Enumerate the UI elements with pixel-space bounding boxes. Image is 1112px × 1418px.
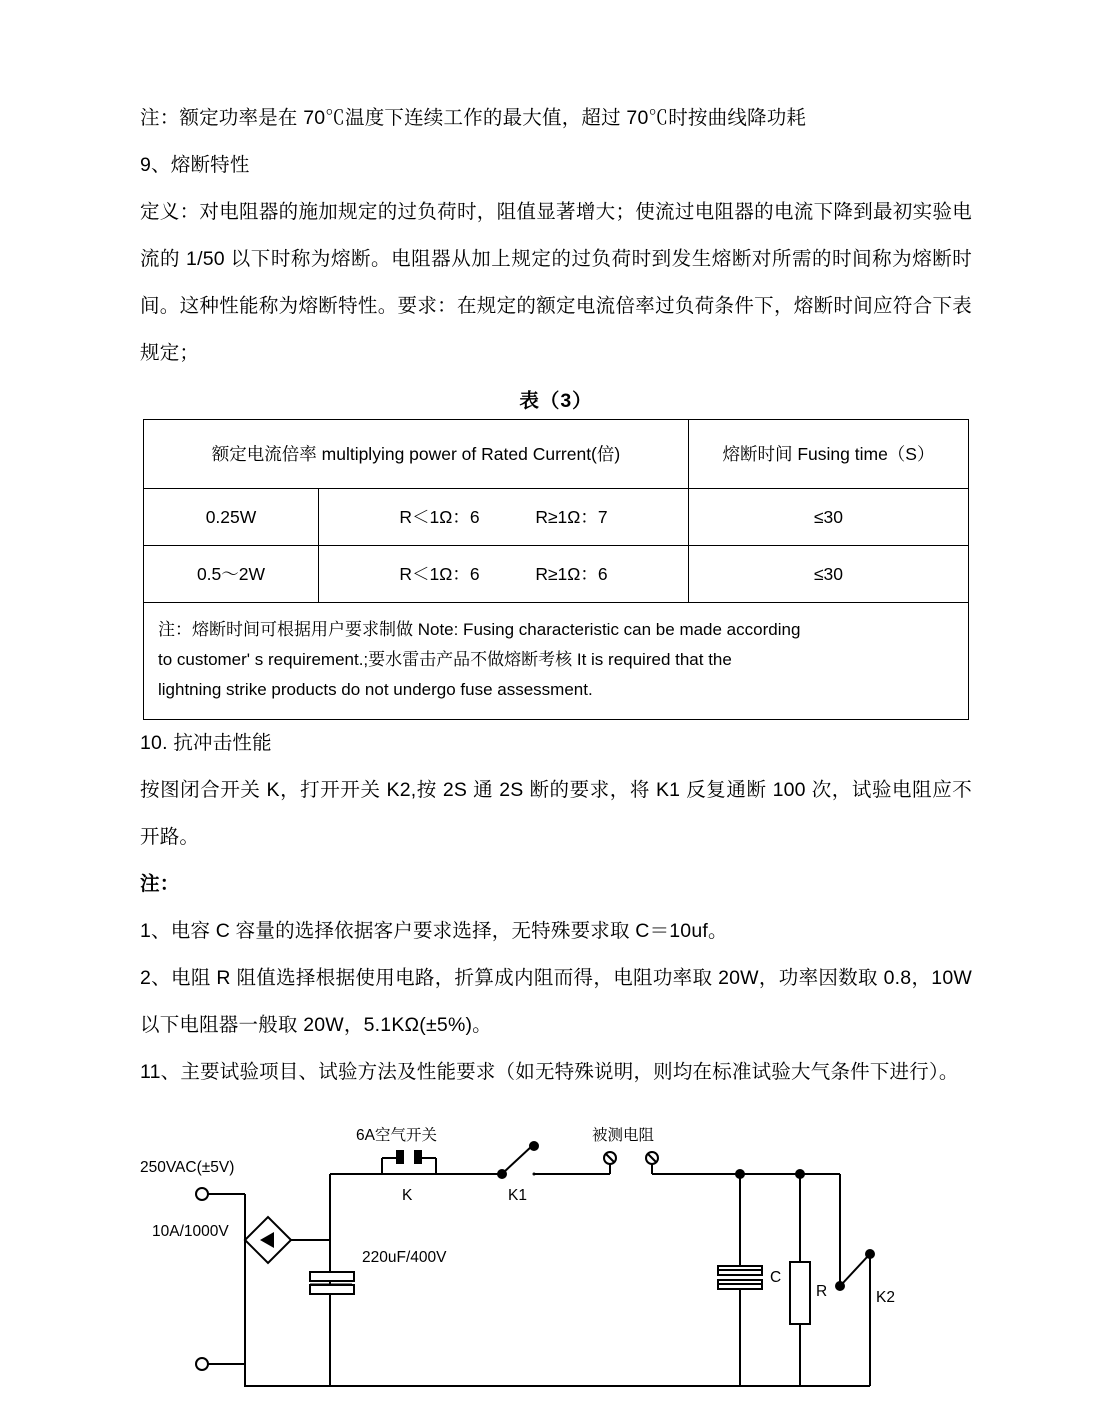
table-footnote-row [143,603,968,720]
label-cap-main: 220uF/400V [362,1249,447,1266]
cell-condition-left: R＜1Ω：6 [399,507,480,527]
table-caption: 表（3） [519,390,593,412]
table-footnote [143,603,968,720]
label-switch-k2: K2 [876,1289,895,1306]
circuit-diagram [140,1124,972,1394]
cell-condition [318,489,688,546]
table-header-cell-fusing-time: 熔断时间 Fusing time（S） [689,420,969,489]
note-1: 1、电容 C 容量的选择依据客户要求选择，无特殊要求取 C＝10uf。 [140,920,728,942]
footnote-line-3: lightning strike products do not undergo fuse assessment. [157,680,593,699]
table-header-cell-current-multiple: 额定电流倍率 multiplying power of Rated Current(倍) [143,420,688,489]
section-9-body: 定义：对电阻器的施加规定的过负荷时，阻值显著增大；使流过电阻器的电流下降到最初实验电流的 1/50 以下时称为熔断。电阻器从加上规定的过负荷时到发生熔断对所需的时间称为熔断时间。这种性能称为熔断特性。要求：在规定的额定电流倍率过负荷条件下，熔断时间应符合下表规定； [140,201,972,364]
label-switch-k1: K1 [508,1187,527,1204]
label-dut: 被测电阻 [592,1127,655,1144]
table-fusing-time [143,419,969,720]
section-11: 11、主要试验项目、试验方法及性能要求（如无特殊说明，则均在标准试验大气条件下进行）。 [140,1061,959,1083]
cell-fusing-time: ≤30 [689,489,969,546]
footnote-line-1: 注：熔断时间可根据用户要求制做 Note: Fusing characteristic can be made according [157,620,801,639]
cell-power: 0.25W [143,489,318,546]
cell-power: 0.5～2W [143,546,318,603]
label-switch-k: K [402,1187,413,1204]
table-row [143,489,968,546]
section-9-title: 9、熔断特性 [140,154,250,176]
footnote-line-2: to customer' s requirement.;要水雷击产品不做熔断考核 It is required that the [157,650,732,669]
label-air-switch: 6A空气开关 [356,1127,437,1144]
circuit-svg [140,1124,972,1394]
note-2: 2、电阻 R 阻值选择根据使用电路，折算成内阻而得，电阻功率取 20W，功率因数取 0.8，10W 以下电阻器一般取 20W，5.1KΩ(±5%)。 [140,967,972,1036]
cell-condition [318,546,688,603]
cell-condition-right: R≥1Ω：6 [535,564,608,584]
note-top: 注：额定功率是在 70℃温度下连续工作的最大值，超过 70℃时按曲线降功耗 [140,107,807,129]
label-bridge: 10A/1000V [152,1223,229,1240]
label-cap-c: C [770,1269,782,1286]
table-header-row [143,420,968,489]
label-res-r: R [816,1283,828,1300]
section-10-title: 10. 抗冲击性能 [140,732,272,754]
cell-fusing-time: ≤30 [689,546,969,603]
cell-condition-right: R≥1Ω：7 [535,507,608,527]
section-10-body: 按图闭合开关 K，打开开关 K2,按 2S 通 2S 断的要求，将 K1 反复通断 100 次，试验电阻应不开路。 [140,779,972,848]
label-source: 250VAC(±5V) [140,1159,235,1176]
note-label: 注： [140,873,180,895]
cell-condition-left: R＜1Ω：6 [399,564,480,584]
table-row [143,546,968,603]
